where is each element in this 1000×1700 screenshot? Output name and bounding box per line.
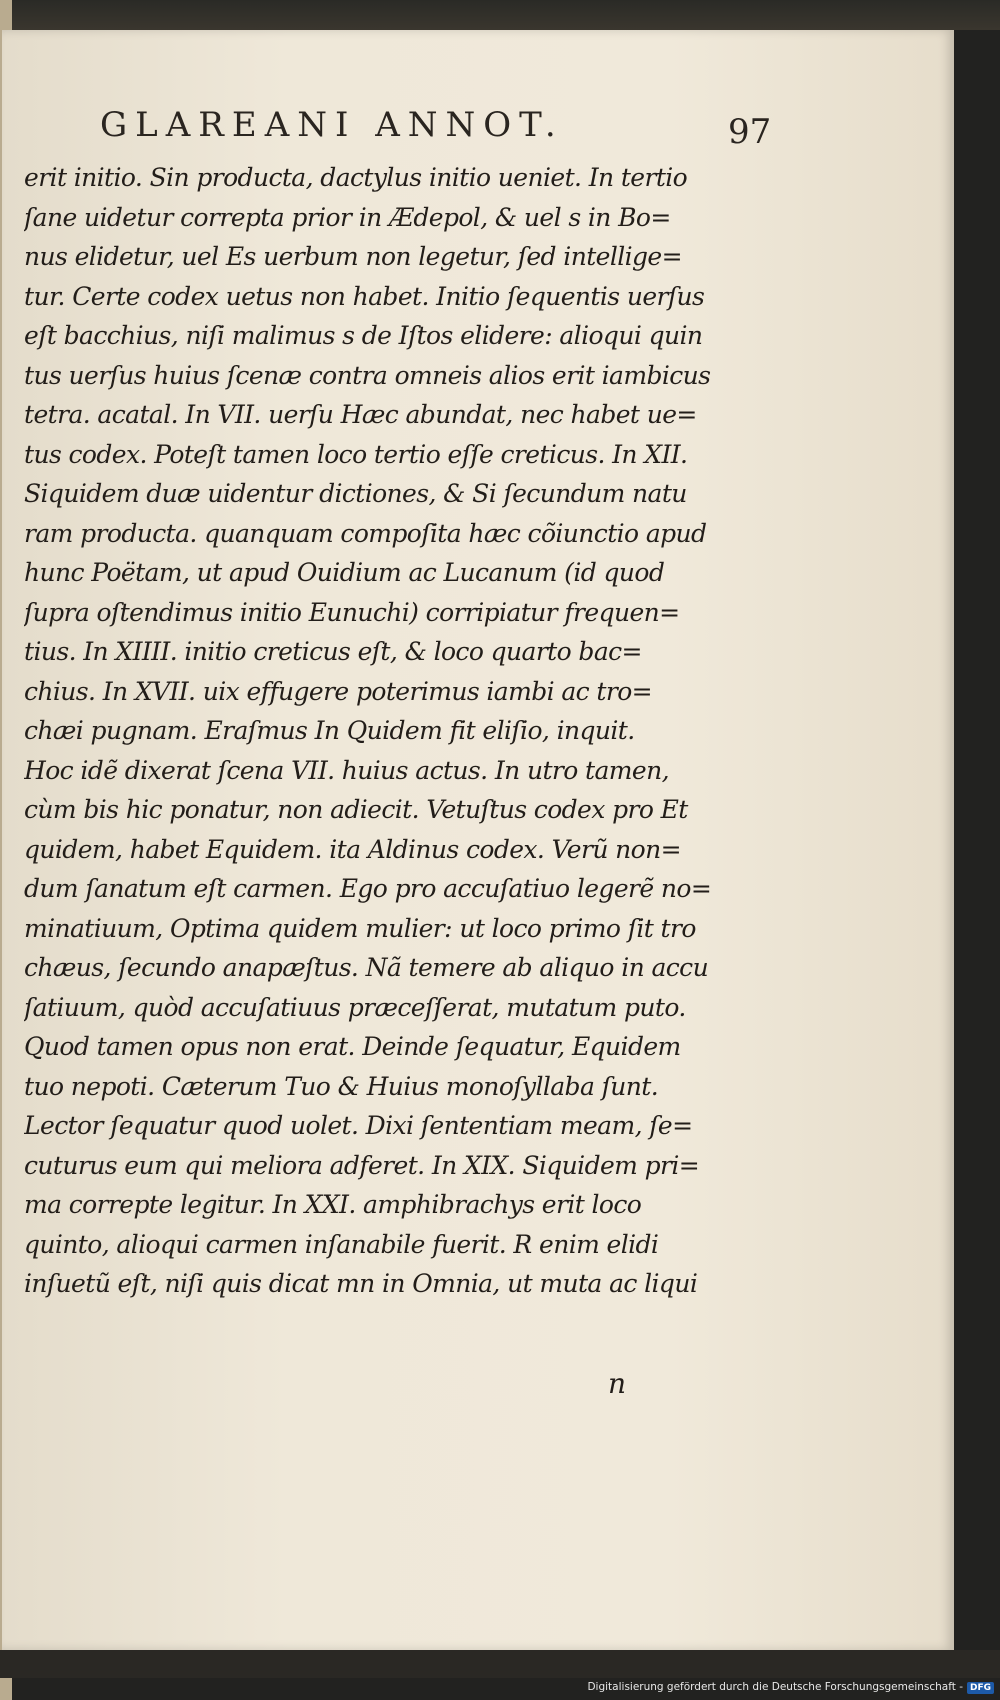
body-text [24,158,744,1304]
text-line: chius. In XVII. uix effugere poterimus iambi ac tro= [24,676,653,706]
text-line: Siquidem duæ uidentur dictiones, & Si ſecundum natu [24,479,687,508]
text-line: tuo nepoti. Cæterum Tuo & Huius monoſyllaba ſunt. [24,1071,659,1101]
text-line: ſupra oſtendimus initio Eunuchi) corripiatur frequen= [24,597,680,627]
text-line: tus uerſus huius ſcenæ contra omneis alios erit iambicus [24,360,711,390]
text-line: ma correpte legitur. In XXI. amphibrachys erit loco [24,1190,642,1219]
text-line: ram producta. quanquam compoſita hæc cõiunctio apud [24,518,707,548]
text-line: eſt bacchius, niſi malimus s de Iſtos elidere: alioqui quin [24,321,703,350]
text-line: chæi pugnam. Eraſmus In Quidem fit eliſio, inquit. [24,716,635,745]
text-line: tur. Certe codex uetus non habet. Initio ſequentis uerſus [24,281,705,311]
text-line: Hoc idẽ dixerat ſcena VII. huius actus. In utro tamen, [24,755,669,785]
footer-text: Digitalisierung gefördert durch die Deutsche Forschungsgemeinschaft - [587,1681,963,1693]
text-line: tetra. acatal. In VII. uerſu Hæc abundat, nec habet ue= [24,400,697,429]
text-line: hunc Poëtam, ut apud Ouidium ac Lucanum (id quod [24,558,665,587]
text-line: minatiuum, Optima quidem mulier: ut loco primo ſit tro [24,913,696,943]
text-line: quinto, alioqui carmen inſanabile fuerit. R enim elidi [24,1229,659,1259]
dfg-logo: DFG [967,1682,994,1694]
text-line: ſatiuum, quòd accuſatiuus præceſſerat, mutatum puto. [24,992,686,1022]
text-line: erit initio. Sin producta, dactylus initio ueniet. In tertio [24,163,688,192]
text-line: tus codex. Poteſt tamen loco tertio eſſe creticus. In XII. [24,439,688,469]
digitization-footer [587,1681,994,1694]
top-edge [0,0,1000,30]
text-line: Lector ſequatur quod uolet. Dixi ſententiam meam, ſe= [24,1111,693,1140]
text-line: cùm bis hic ponatur, non adiecit. Vetuſtus codex pro Et [24,795,688,824]
signature-mark: n [608,1367,627,1400]
text-line: cuturus eum qui meliora adferet. In XIX. Siquidem pri= [24,1150,700,1180]
text-line: inſuetũ eſt, niſi quis dicat mn in Omnia, ut muta ac liqui [24,1269,698,1298]
text-line: quidem, habet Equidem. ita Aldinus codex. Verũ non= [24,834,681,864]
text-line: chæus, ſecundo anapæſtus. Nã temere ab aliquo in accu [24,953,709,982]
text-line: nus elidetur, uel Es uerbum non legetur, ſed intellige= [24,242,682,271]
bottom-edge [0,1650,1000,1678]
running-head: GLAREANI ANNOT. [100,105,564,145]
text-line: Quod tamen opus non erat. Deinde ſequatur, Equidem [24,1032,681,1061]
text-line: ſane uidetur correpta prior in Ædepol, & uel s in Bo= [24,202,671,232]
text-line: tius. In XIIII. initio creticus eſt, & loco quarto bac= [24,637,642,666]
page-number: 97 [728,112,772,152]
text-line: dum ſanatum eſt carmen. Ego pro accuſatiuo legerẽ no= [24,874,712,903]
